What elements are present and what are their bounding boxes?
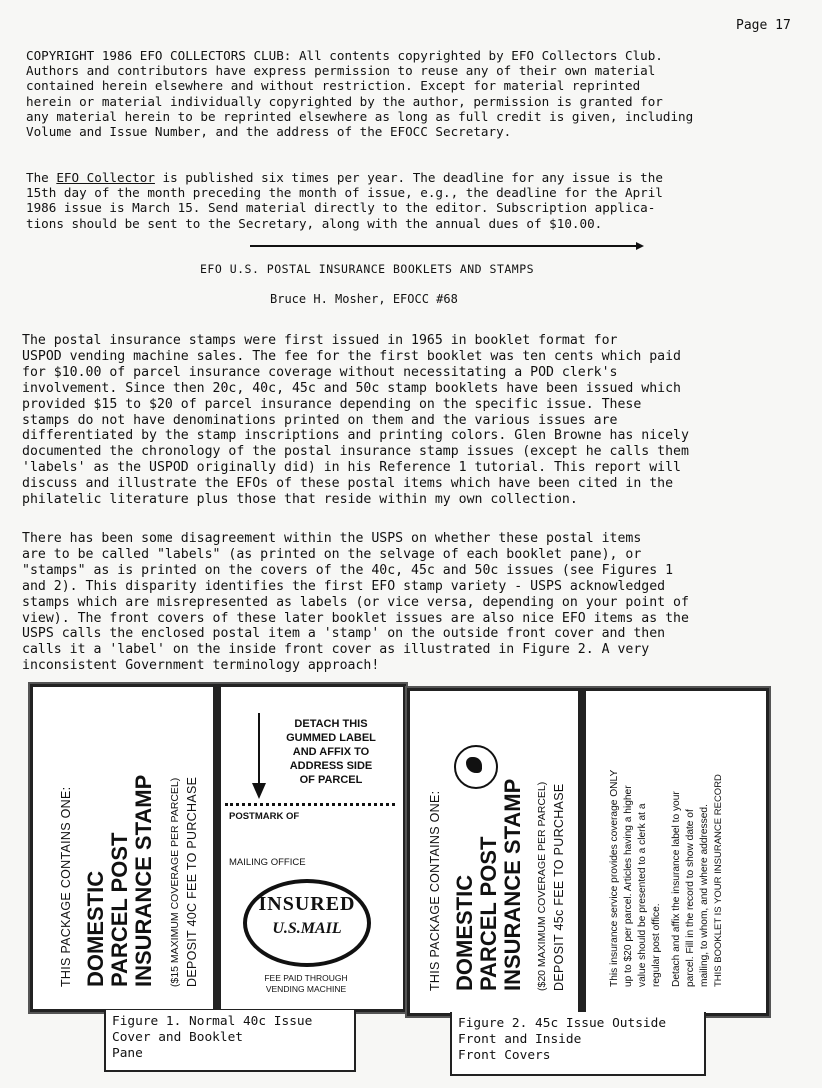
fig2-cover-coverage: ($20 MAXIMUM COVERAGE PER PARCEL): [536, 781, 548, 991]
publication-prefix: The: [26, 170, 57, 185]
fig2-inside-line3: value should be presented to a clerk at a: [637, 803, 648, 987]
article-headline: EFO U.S. POSTAL INSURANCE BOOKLETS AND STAMPS: [200, 262, 535, 276]
fig2-inside-line1: This insurance service provides coverage ONLY: [609, 769, 620, 987]
publication-notice: [26, 170, 766, 231]
figure-2-image: [407, 688, 769, 1016]
fig2-cover-line1: DOMESTIC: [452, 874, 477, 991]
fig1-detach-text: DETACH THIS GUMMED LABEL AND AFFIX TO ADDRESS SIDE OF PARCEL: [286, 718, 376, 786]
article-paragraph-1: The postal insurance stamps were first issued in 1965 in booklet format for USPOD vending machine sales. The fee for the first booklet was ten cents which paid for $10.00 of parcel insurance coverage without necessitating a POD clerk's involvement. Since then 20c, 40c, 45c and 50c stamp booklets have been issued which provided $15 to $20 of parcel insurance depending on the specific issue. These stamps do not have denominations printed on them and the various issues are differentiated by the stamp inscriptions and printing colors. Glen Browne has nicely documented the chronology of the postal insurance stamp issues (except he calls them 'labels' as the USPOD originally did) in his Reference 1 tutorial. This report will discuss and illustrate the EFOs of these postal items which have been cited in the philatelic literature plus those that reside within my own collection.: [22, 333, 689, 508]
insured-stamp-icon: [243, 879, 371, 967]
article-paragraph-2: There has been some disagreement within the USPS on whether these postal items are to be called "labels" (as printed on the selvage of each booklet pane), or "stamps" as is printed on the covers of the 40c, 45c and 50c issues (see Figures 1 and 2). This disparity identifies the first EFO stamp variety - USPS acknowledged stamps which are misrepresented as labels (or vice versa, depending on your point of view). The front covers of these later booklet issues are also nice EFO items as the USPS calls the enclosed postal item a 'stamp' on the outside front cover and then calls it a 'label' on the inside front cover as illustrated in Figure 2. A very inconsistent Government terminology approach!: [22, 531, 689, 674]
figure-1-label: [221, 687, 403, 1009]
down-arrow-icon: [251, 713, 267, 799]
fig1-cover-deposit: DEPOSIT 40C FEE TO PURCHASE: [185, 776, 199, 987]
fig1-mailing-office: MAILING OFFICE: [229, 857, 306, 868]
fig2-cover-contains: THIS PACKAGE CONTAINS ONE:: [428, 790, 442, 991]
fig2-inside-line6: parcel. Fill in the record to show date of: [685, 809, 696, 987]
fig2-cover-line3: INSURANCE STAMP: [500, 778, 525, 991]
fig2-inside-line8: THIS BOOKLET IS YOUR INSURANCE RECORD: [713, 774, 724, 987]
fig1-cover-line2: PARCEL POST: [107, 832, 132, 987]
usps-eagle-icon: [454, 745, 498, 789]
fig1-perforation: [225, 803, 395, 806]
article-byline: Bruce H. Mosher, EFOCC #68: [270, 292, 458, 306]
section-divider: [250, 245, 642, 247]
publication-title: EFO Collector: [56, 170, 155, 185]
fig2-cover-deposit: DEPOSIT 45c FEE TO PURCHASE: [552, 783, 566, 991]
fig2-inside-line4: regular post office.: [651, 903, 662, 987]
fig1-cover-coverage: ($15 MAXIMUM COVERAGE PER PARCEL): [169, 777, 181, 987]
fig1-cover-line3: INSURANCE STAMP: [131, 774, 156, 987]
fig1-cover-contains: THIS PACKAGE CONTAINS ONE:: [59, 786, 73, 987]
fig2-inside-line5: Detach and affix the insurance label to your: [671, 791, 682, 987]
figure-2-cover: [410, 691, 578, 1013]
figure-2-inside-cover: [586, 691, 766, 1013]
fig2-inside-line2: up to $20 per parcel. Articles having a higher: [623, 785, 634, 987]
fig1-cover-line1: DOMESTIC: [83, 870, 108, 987]
figure-1-image: [30, 684, 406, 1012]
fig1-fee-text: FEE PAID THROUGH VENDING MACHINE: [264, 973, 348, 994]
fig2-cover-line2: PARCEL POST: [476, 836, 501, 991]
copyright-notice: COPYRIGHT 1986 EFO COLLECTORS CLUB: All contents copyrighted by EFO Collectors Club. Authors and contributors have express permission to reuse any of their own material contained herein elsewhere and without restriction. Except for material reprinted herein or material individually copyrighted by the author, permission is granted for any material herein to be reprinted elsewhere as long as full credit is given, including Volume and Issue Number, and the address of the EFOCC Secretary.: [26, 48, 694, 140]
fig2-inside-line7: mailing, to whom, and where addressed.: [699, 804, 710, 987]
fig1-divider: [213, 687, 221, 1009]
fig1-postmark-text: POSTMARK OF: [229, 811, 300, 822]
figure-1-cover: [33, 687, 213, 1009]
figure-2-caption: Figure 2. 45c Issue Outside Front and Inside Front Covers: [450, 1012, 706, 1076]
fig1-insured: INSURED: [258, 893, 356, 915]
fig2-divider: [578, 691, 586, 1013]
fig1-usmail: U.S.MAIL: [272, 920, 342, 937]
figure-1-caption: Figure 1. Normal 40c Issue Cover and Booklet Pane: [104, 1010, 356, 1072]
publication-text: is published six times per year. The deadline for any issue is the 15th day of the month preceding the month of issue, e.g., the deadline for the April 1986 issue is March 15. Send material directly to the editor. Subscription applica- tions should be sent to the Secretary, along with the annual dues of $10.00.: [26, 170, 663, 231]
page-number: Page 17: [736, 18, 791, 33]
